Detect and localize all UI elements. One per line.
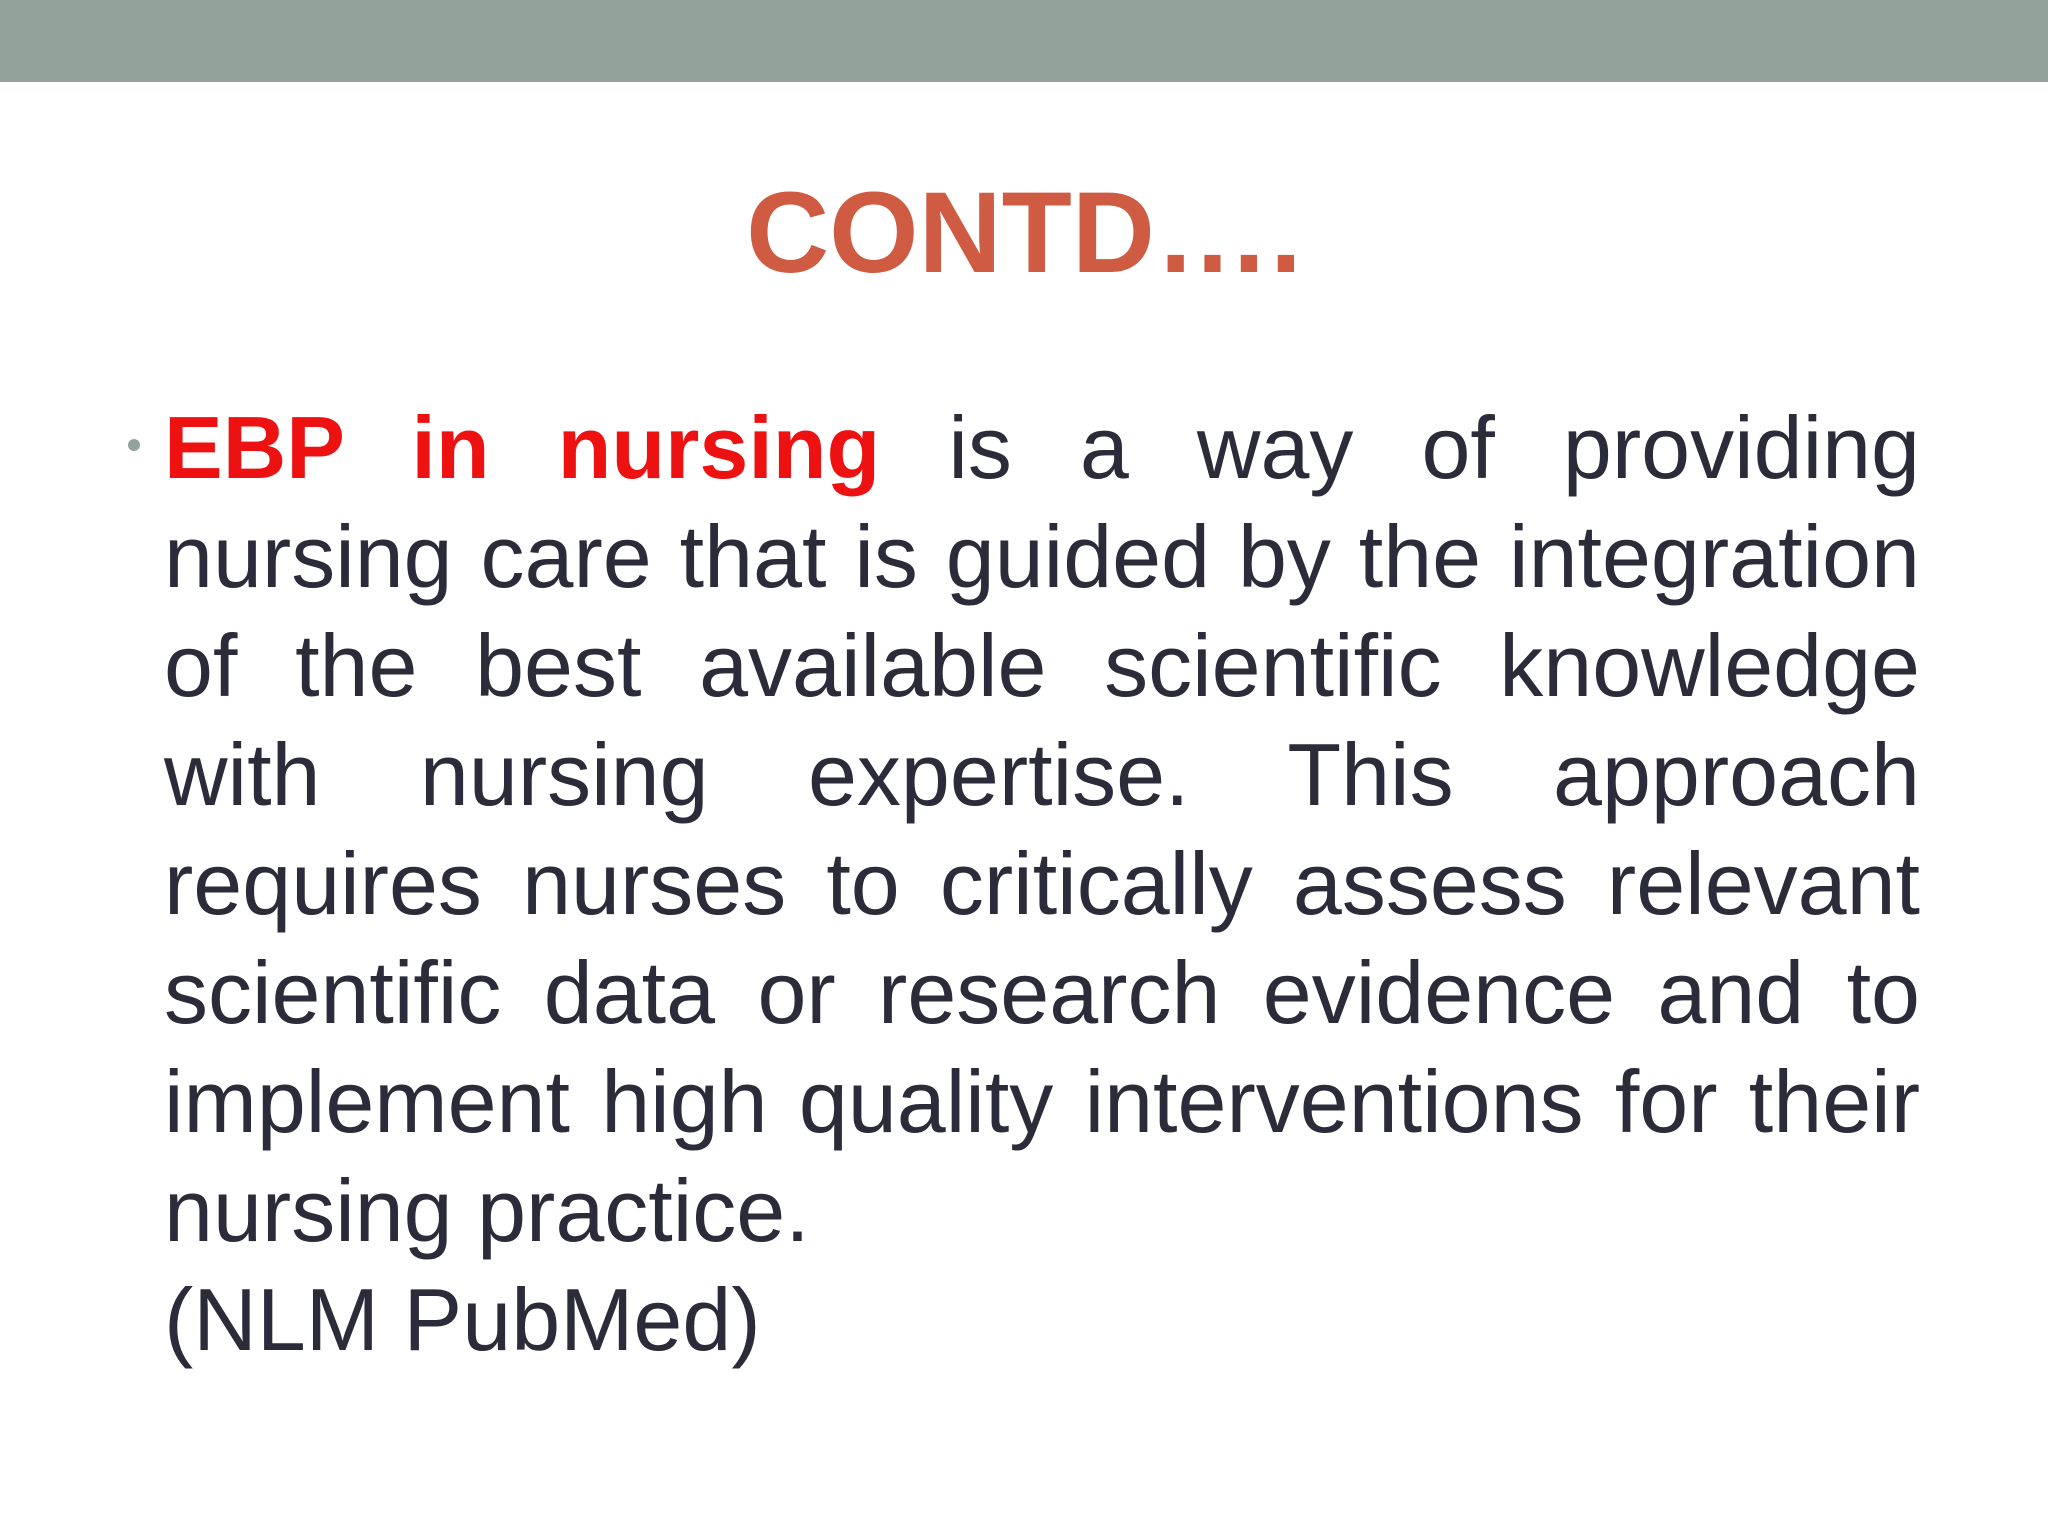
top-accent-bar	[0, 0, 2048, 82]
bullet-paragraph	[164, 393, 1920, 1374]
bullet-dot-icon	[128, 439, 140, 451]
highlight-term: EBP in nursing	[164, 398, 881, 497]
bullet-body-text: is a way of providing nursing care that is guided by the integration of the best available scientific knowledge with nursing expertise. This approach requires nurses to critically assess relevant scientific data or research evidence and to implement high quality interventions for their nursing practice.	[164, 398, 1920, 1260]
citation-source: (NLM PubMed)	[164, 1270, 761, 1369]
slide-title: CONTD….	[746, 169, 1302, 297]
